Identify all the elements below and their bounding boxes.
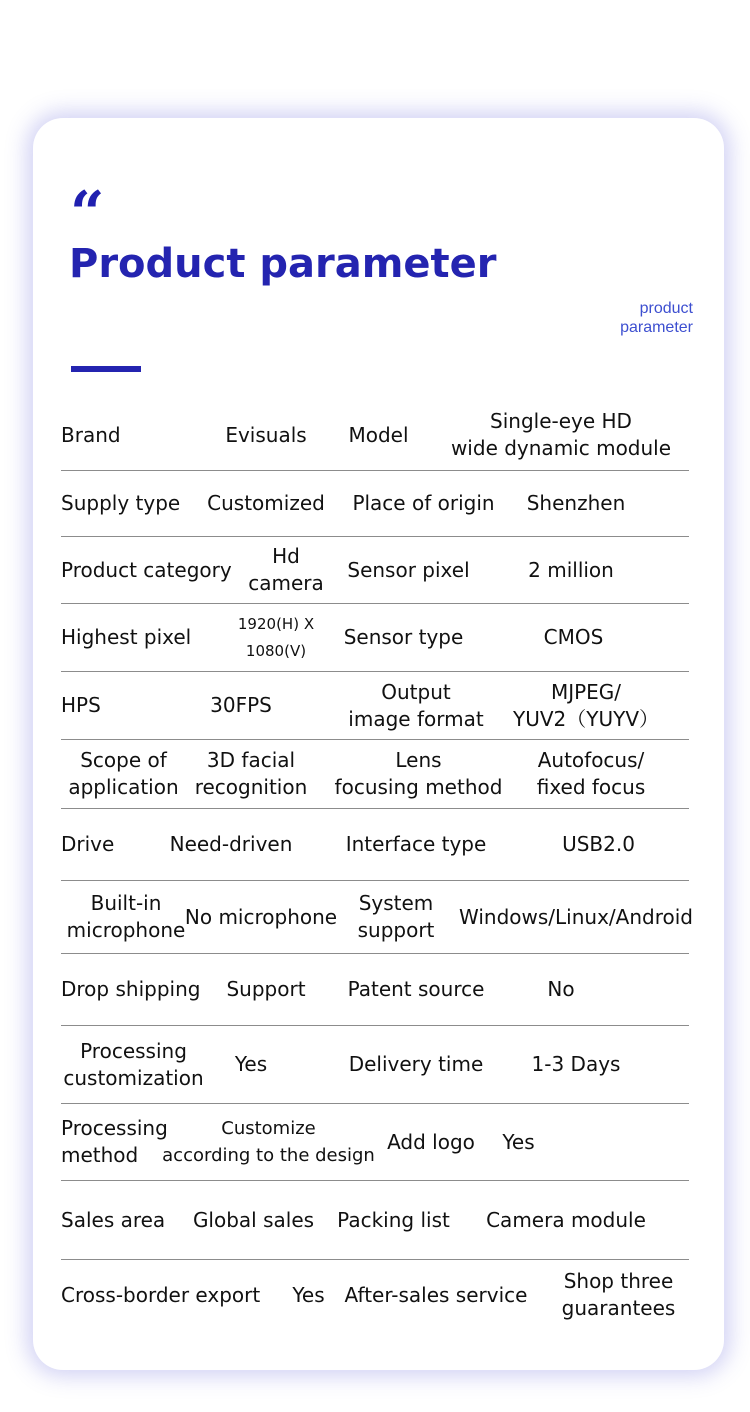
row-label: Drop shipping (61, 977, 201, 1001)
table-row (61, 809, 689, 881)
page-subtitle: product parameter (620, 300, 693, 336)
row-value: No microphone (184, 904, 338, 929)
page-title: Product parameter (69, 241, 497, 287)
row-label: Supply type (61, 491, 181, 515)
table-row (61, 954, 689, 1026)
row-value: 1-3 Days (531, 1052, 621, 1076)
row-label: Add logo (387, 1129, 475, 1154)
table-row (61, 1026, 689, 1104)
row-value: Single-eye HD wide dynamic module (450, 409, 672, 460)
row-label: Cross-border export (61, 1282, 261, 1307)
row-label: Sales area (61, 1207, 166, 1232)
row-value: Shenzhen (526, 491, 626, 515)
row-label: HPS (61, 693, 101, 717)
row-label: Patent source (347, 977, 485, 1001)
row-label: Brand (61, 422, 121, 447)
row-value: MJPEG/ YUV2（YUYV） (512, 679, 659, 731)
row-label: Sensor pixel (347, 557, 470, 582)
row-value: Camera module (486, 1207, 646, 1232)
row-value: Windows/Linux/Android (459, 904, 693, 929)
row-label: System support (357, 891, 435, 942)
row-value: Yes (292, 1282, 325, 1307)
row-label: Scope of application (68, 748, 179, 799)
row-value: Customized (207, 491, 325, 515)
row-label: Interface type (345, 832, 487, 856)
row-value: Shop three guarantees (561, 1269, 676, 1320)
row-label: Processing customization (63, 1038, 204, 1090)
parameter-table (61, 400, 693, 1330)
row-label: Highest pixel (61, 625, 192, 649)
row-value: 30FPS (210, 693, 272, 717)
row-value: Yes (502, 1129, 535, 1154)
row-value: 1920(H) X 1080(V) (237, 614, 315, 660)
accent-bar (71, 366, 141, 372)
table-row (61, 604, 689, 672)
row-value: Hd camera (248, 544, 324, 595)
row-value: CMOS (543, 625, 604, 649)
row-value: Support (226, 977, 306, 1001)
table-row (61, 672, 689, 740)
quote-mark: “ (70, 179, 105, 249)
table-row (61, 1104, 689, 1181)
row-label: Sensor type (343, 625, 464, 649)
row-value: No (547, 977, 575, 1001)
row-label: Model (348, 422, 409, 447)
row-value: 2 million (528, 557, 614, 582)
row-label: Product category (61, 557, 232, 582)
row-value: USB2.0 (562, 832, 635, 856)
table-row (61, 537, 689, 604)
row-label: After-sales service (344, 1282, 528, 1307)
row-label: Place of origin (352, 491, 495, 515)
row-label: Processing method (61, 1116, 168, 1167)
row-value: 3D facial recognition (194, 748, 308, 799)
row-value: Evisuals (225, 422, 307, 447)
row-label: Drive (61, 832, 115, 856)
table-row (61, 471, 689, 537)
table-row (61, 400, 689, 471)
row-label: Built-in microphone (66, 891, 186, 942)
row-label: Delivery time (348, 1052, 484, 1076)
table-row (61, 881, 693, 954)
row-label: Output image format (348, 679, 484, 731)
row-value: Autofocus/ fixed focus (536, 748, 646, 799)
row-label: Lens focusing method (334, 748, 503, 799)
row-value: Customize according to the design (162, 1118, 375, 1166)
table-row (61, 740, 689, 809)
row-value: Yes (234, 1052, 268, 1076)
table-row (61, 1181, 689, 1260)
row-label: Packing list (337, 1207, 450, 1232)
row-value: Global sales (192, 1207, 315, 1232)
row-value: Need-driven (169, 832, 293, 856)
table-row (61, 1260, 689, 1330)
